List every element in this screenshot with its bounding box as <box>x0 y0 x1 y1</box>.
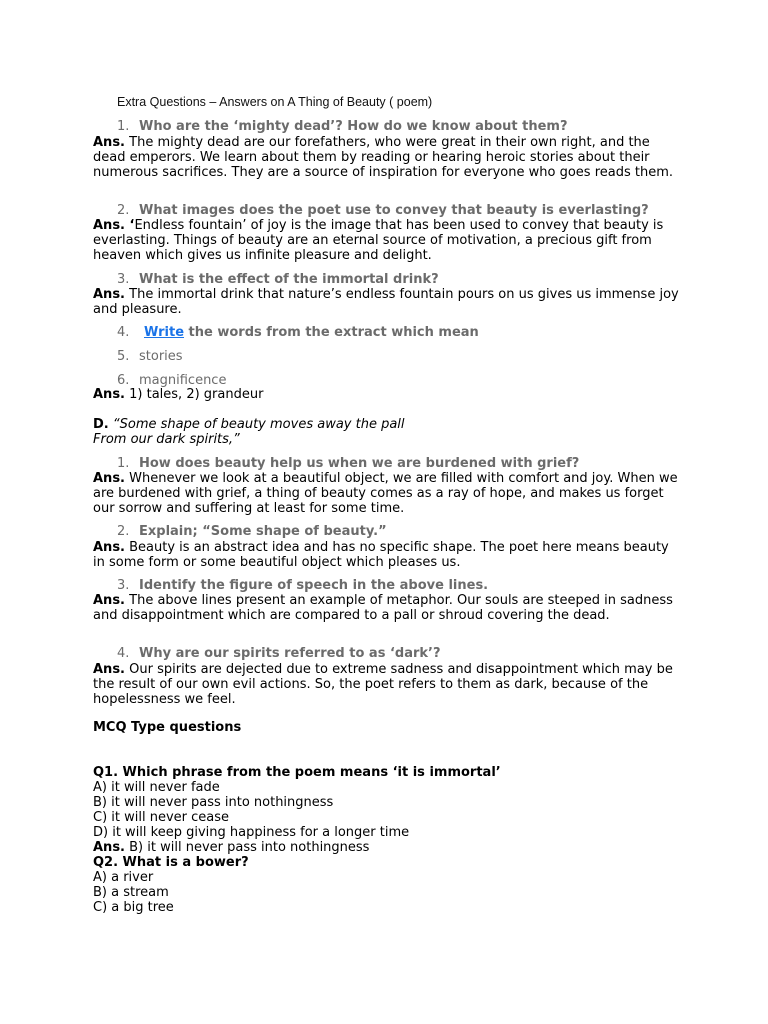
answer-label: Ans. <box>93 287 125 302</box>
answer-d3 <box>93 593 683 623</box>
mcq-option: C) it will never cease <box>93 810 230 825</box>
answer-text: Beauty is an abstract idea and has no specific shape. The poet here means beauty in some form or some beautiful object which pleases us. <box>93 540 669 570</box>
mcq-question-1: Q1. Which phrase from the poem means ‘it is immortal’ <box>93 765 501 780</box>
answer-label: Ans. <box>93 540 125 555</box>
mcq-answer-1 <box>93 840 369 855</box>
question-text: Explain; “Some shape of beauty.” <box>139 524 387 539</box>
question-d3 <box>117 578 488 593</box>
question-text: Identify the figure of speech in the above lines. <box>139 578 489 593</box>
question-text: Who are the ‘mighty dead’? How do we know about them? <box>139 119 568 134</box>
question-number: 2. <box>117 203 130 218</box>
item-number: 6. <box>117 373 130 388</box>
mcq-option: D) it will keep giving happiness for a longer time <box>93 825 410 840</box>
question-text: Why are our spirits referred to as ‘dark’? <box>139 646 441 661</box>
answer-text: B) it will never pass into nothingness <box>129 840 370 855</box>
list-item-6 <box>117 373 226 388</box>
answer-2 <box>93 218 683 263</box>
mcq-heading: MCQ Type questions <box>93 720 242 735</box>
answer-text: The mighty dead are our forefathers, who were great in their own right, and the dead emperors. We learn about them by reading or hearing heroic stories about their numerous sacrifices. They are a source of inspiration for everyone who goes reads them. <box>93 135 674 180</box>
question-number: 3. <box>117 272 130 287</box>
mcq-option: B) a stream <box>93 885 169 900</box>
question-d2 <box>117 524 387 539</box>
answer-text: The immortal drink that nature’s endless fountain pours on us gives us immense joy and pleasure. <box>93 287 679 317</box>
answer-label: Ans. <box>93 135 125 150</box>
item-number: 5. <box>117 349 130 364</box>
mcq-option: A) it will never fade <box>93 780 220 795</box>
answer-label: Ans. <box>93 471 125 486</box>
question-number: 4. <box>117 646 130 661</box>
answer-label: Ans. <box>93 593 125 608</box>
question-number: 1. <box>117 456 130 471</box>
list-item-5 <box>117 349 183 364</box>
write-link[interactable]: Write <box>144 325 185 340</box>
answer-label: Ans. ‘ <box>93 218 135 233</box>
question-number: 1. <box>117 119 130 134</box>
answer-3 <box>93 287 683 317</box>
item-text: magnificence <box>139 373 227 388</box>
answer-4 <box>93 387 683 402</box>
mcq-option: A) a river <box>93 870 154 885</box>
quote-text: “Some shape of beauty moves away the pall <box>112 417 405 432</box>
answer-text: 1) tales, 2) grandeur <box>129 387 264 402</box>
question-text: What is the effect of the immortal drink? <box>139 272 439 287</box>
item-text: stories <box>139 349 183 364</box>
question-d1 <box>117 456 579 471</box>
answer-label: Ans. <box>93 840 125 855</box>
question-3 <box>117 272 439 287</box>
question-4 <box>117 325 479 340</box>
question-text: How does beauty help us when we are burdened with grief? <box>139 456 580 471</box>
document-title: Extra Questions – Answers on A Thing of Beauty ( poem) <box>117 95 433 109</box>
question-number: 2. <box>117 524 130 539</box>
question-text: What images does the poet use to convey that beauty is everlasting? <box>139 203 649 218</box>
answer-1 <box>93 135 683 180</box>
answer-text: Endless fountain’ of joy is the image that has been used to convey that beauty is everlasting. Things of beauty are an eternal source of motivation, a precious gift from heaven which gives us infinite pleasure and delight. <box>93 218 664 263</box>
mcq-option: B) it will never pass into nothingness <box>93 795 334 810</box>
answer-text: Whenever we look at a beautiful object, we are filled with comfort and joy. When we are burdened with grief, a thing of beauty comes as a ray of hope, and makes us forget our sorrow and suffering at least for some time. <box>93 471 678 516</box>
answer-d1 <box>93 471 683 516</box>
section-d-quote-line2: From our dark spirits,” <box>93 432 240 447</box>
answer-d4 <box>93 662 683 707</box>
question-number: 4. <box>117 325 130 340</box>
question-number: 3. <box>117 578 130 593</box>
mcq-question-2: Q2. What is a bower? <box>93 855 249 870</box>
answer-text: Our spirits are dejected due to extreme sadness and disappointment which may be the result of our own evil actions. So, the poet refers to them as dark, because of the hopelessness we feel. <box>93 662 673 707</box>
answer-label: Ans. <box>93 387 125 402</box>
question-text: the words from the extract which mean <box>184 325 479 340</box>
question-d4 <box>117 646 441 661</box>
answer-d2 <box>93 540 683 570</box>
section-d-quote-line1 <box>93 417 405 432</box>
question-1 <box>117 119 568 134</box>
question-2 <box>117 203 649 218</box>
section-label: D. <box>93 417 109 432</box>
mcq-option: C) a big tree <box>93 900 174 915</box>
answer-text: The above lines present an example of metaphor. Our souls are steeped in sadness and disappointment which are compared to a pall or shroud covering the dead. <box>93 593 673 623</box>
answer-label: Ans. <box>93 662 125 677</box>
